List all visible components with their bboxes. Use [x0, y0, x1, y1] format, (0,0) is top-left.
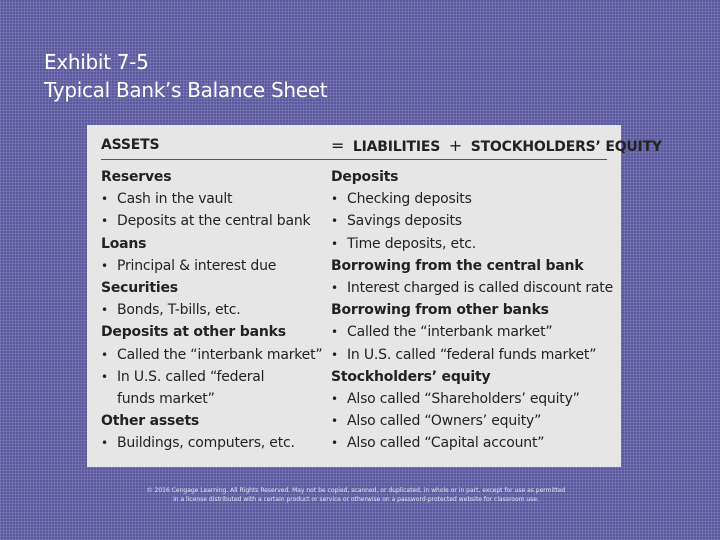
assets-list-item-text: Cash in the vault — [117, 191, 233, 208]
liabilities-list-item — [331, 321, 613, 343]
liabilities-list-item-text: Also called “Owners’ equity” — [347, 413, 542, 430]
liabilities-section-heading: Borrowing from other banks — [331, 302, 549, 319]
slide-title — [44, 48, 327, 104]
assets-column — [101, 166, 331, 454]
assets-list-item — [101, 366, 331, 388]
balance-sheet-header — [101, 131, 662, 160]
copyright-line-2: in a license distributed with a certain product or service or otherwise on a password-protected website for classroom use. — [173, 496, 539, 503]
assets-list-item — [101, 432, 331, 454]
liabilities-label: LIABILITIES — [352, 138, 441, 155]
assets-list-item-text: Buildings, computers, etc. — [117, 435, 295, 452]
liabilities-list-item — [331, 344, 613, 366]
liabilities-list-item — [331, 233, 613, 255]
bullet-icon: • — [331, 414, 338, 429]
liabilities-list-item-text: Also called “Shareholders’ equity” — [347, 390, 580, 407]
assets-section-heading: Securities — [101, 279, 178, 296]
bullet-icon: • — [101, 192, 108, 207]
liabilities-list-item — [331, 432, 613, 454]
bullet-icon: • — [331, 280, 338, 295]
liabilities-list-item-text: Called the “interbank market” — [347, 324, 553, 341]
bullet-icon: • — [101, 436, 108, 451]
bullet-icon: • — [331, 325, 338, 340]
liabilities-list-item-text: Checking deposits — [347, 191, 472, 208]
balance-sheet-body — [101, 160, 613, 454]
liabilities-list-item — [331, 188, 613, 210]
assets-section-heading: Loans — [101, 235, 147, 252]
liabilities-list-item — [331, 277, 613, 299]
copyright-footer — [86, 486, 626, 504]
bullet-icon: • — [331, 347, 338, 362]
liabilities-section-heading: Deposits — [331, 169, 399, 185]
title-line-exhibit: Exhibit 7-5 — [44, 50, 149, 74]
liabilities-list-item-text: Savings deposits — [347, 213, 462, 230]
liabilities-list-item-text: In U.S. called “federal funds market” — [347, 346, 597, 363]
assets-list-item-continuation: funds market” — [117, 390, 215, 407]
assets-list-item — [101, 188, 331, 210]
bullet-icon: • — [101, 347, 108, 362]
liabilities-list-item — [331, 210, 613, 232]
assets-list-item — [101, 344, 331, 366]
assets-list-item — [101, 210, 331, 232]
assets-list-item-text: Deposits at the central bank — [117, 213, 311, 230]
equals-sign: = — [331, 135, 345, 155]
assets-header: ASSETS — [101, 137, 160, 153]
liabilities-list-item — [331, 388, 613, 410]
bullet-icon: • — [101, 369, 108, 384]
assets-list-item-text: Called the “interbank market” — [117, 346, 323, 363]
liabilities-list-item-text: Interest charged is called discount rate — [347, 279, 613, 296]
assets-list-item-text: Bonds, T-bills, etc. — [117, 302, 241, 319]
plus-sign: + — [448, 135, 462, 155]
assets-list-item — [101, 299, 331, 321]
liabilities-equity-header — [331, 136, 662, 155]
copyright-line-1: © 2016 Cengage Learning. All Rights Reserved. May not be copied, scanned, or duplicated, in whole or in part, except for use as permitted — [146, 487, 566, 494]
assets-list-item — [101, 255, 331, 277]
bullet-icon: • — [331, 236, 338, 251]
title-line-balance-sheet: Typical Bank’s Balance Sheet — [44, 78, 328, 102]
assets-list-item-text: Principal & interest due — [117, 257, 277, 274]
stockholders-equity-label: STOCKHOLDERS’ EQUITY — [470, 138, 662, 155]
assets-section-heading: Other assets — [101, 413, 200, 430]
bullet-icon: • — [101, 303, 108, 318]
liabilities-column — [331, 166, 613, 454]
assets-section-heading: Deposits at other banks — [101, 324, 286, 341]
bullet-icon: • — [331, 192, 338, 207]
liabilities-list-item — [331, 410, 613, 432]
bullet-icon: • — [331, 436, 338, 451]
bullet-icon: • — [331, 214, 338, 229]
assets-list-item-text: In U.S. called “federal — [117, 368, 265, 385]
liabilities-list-item-text: Time deposits, etc. — [347, 235, 476, 252]
balance-sheet-table — [87, 125, 662, 467]
bullet-icon: • — [101, 214, 108, 229]
bullet-icon: • — [101, 258, 108, 273]
liabilities-section-heading: Borrowing from the central bank — [331, 257, 584, 274]
liabilities-list-item-text: Also called “Capital account” — [347, 435, 545, 452]
bullet-icon: • — [331, 391, 338, 406]
assets-section-heading: Reserves — [101, 169, 172, 185]
liabilities-section-heading: Stockholders’ equity — [331, 368, 491, 385]
